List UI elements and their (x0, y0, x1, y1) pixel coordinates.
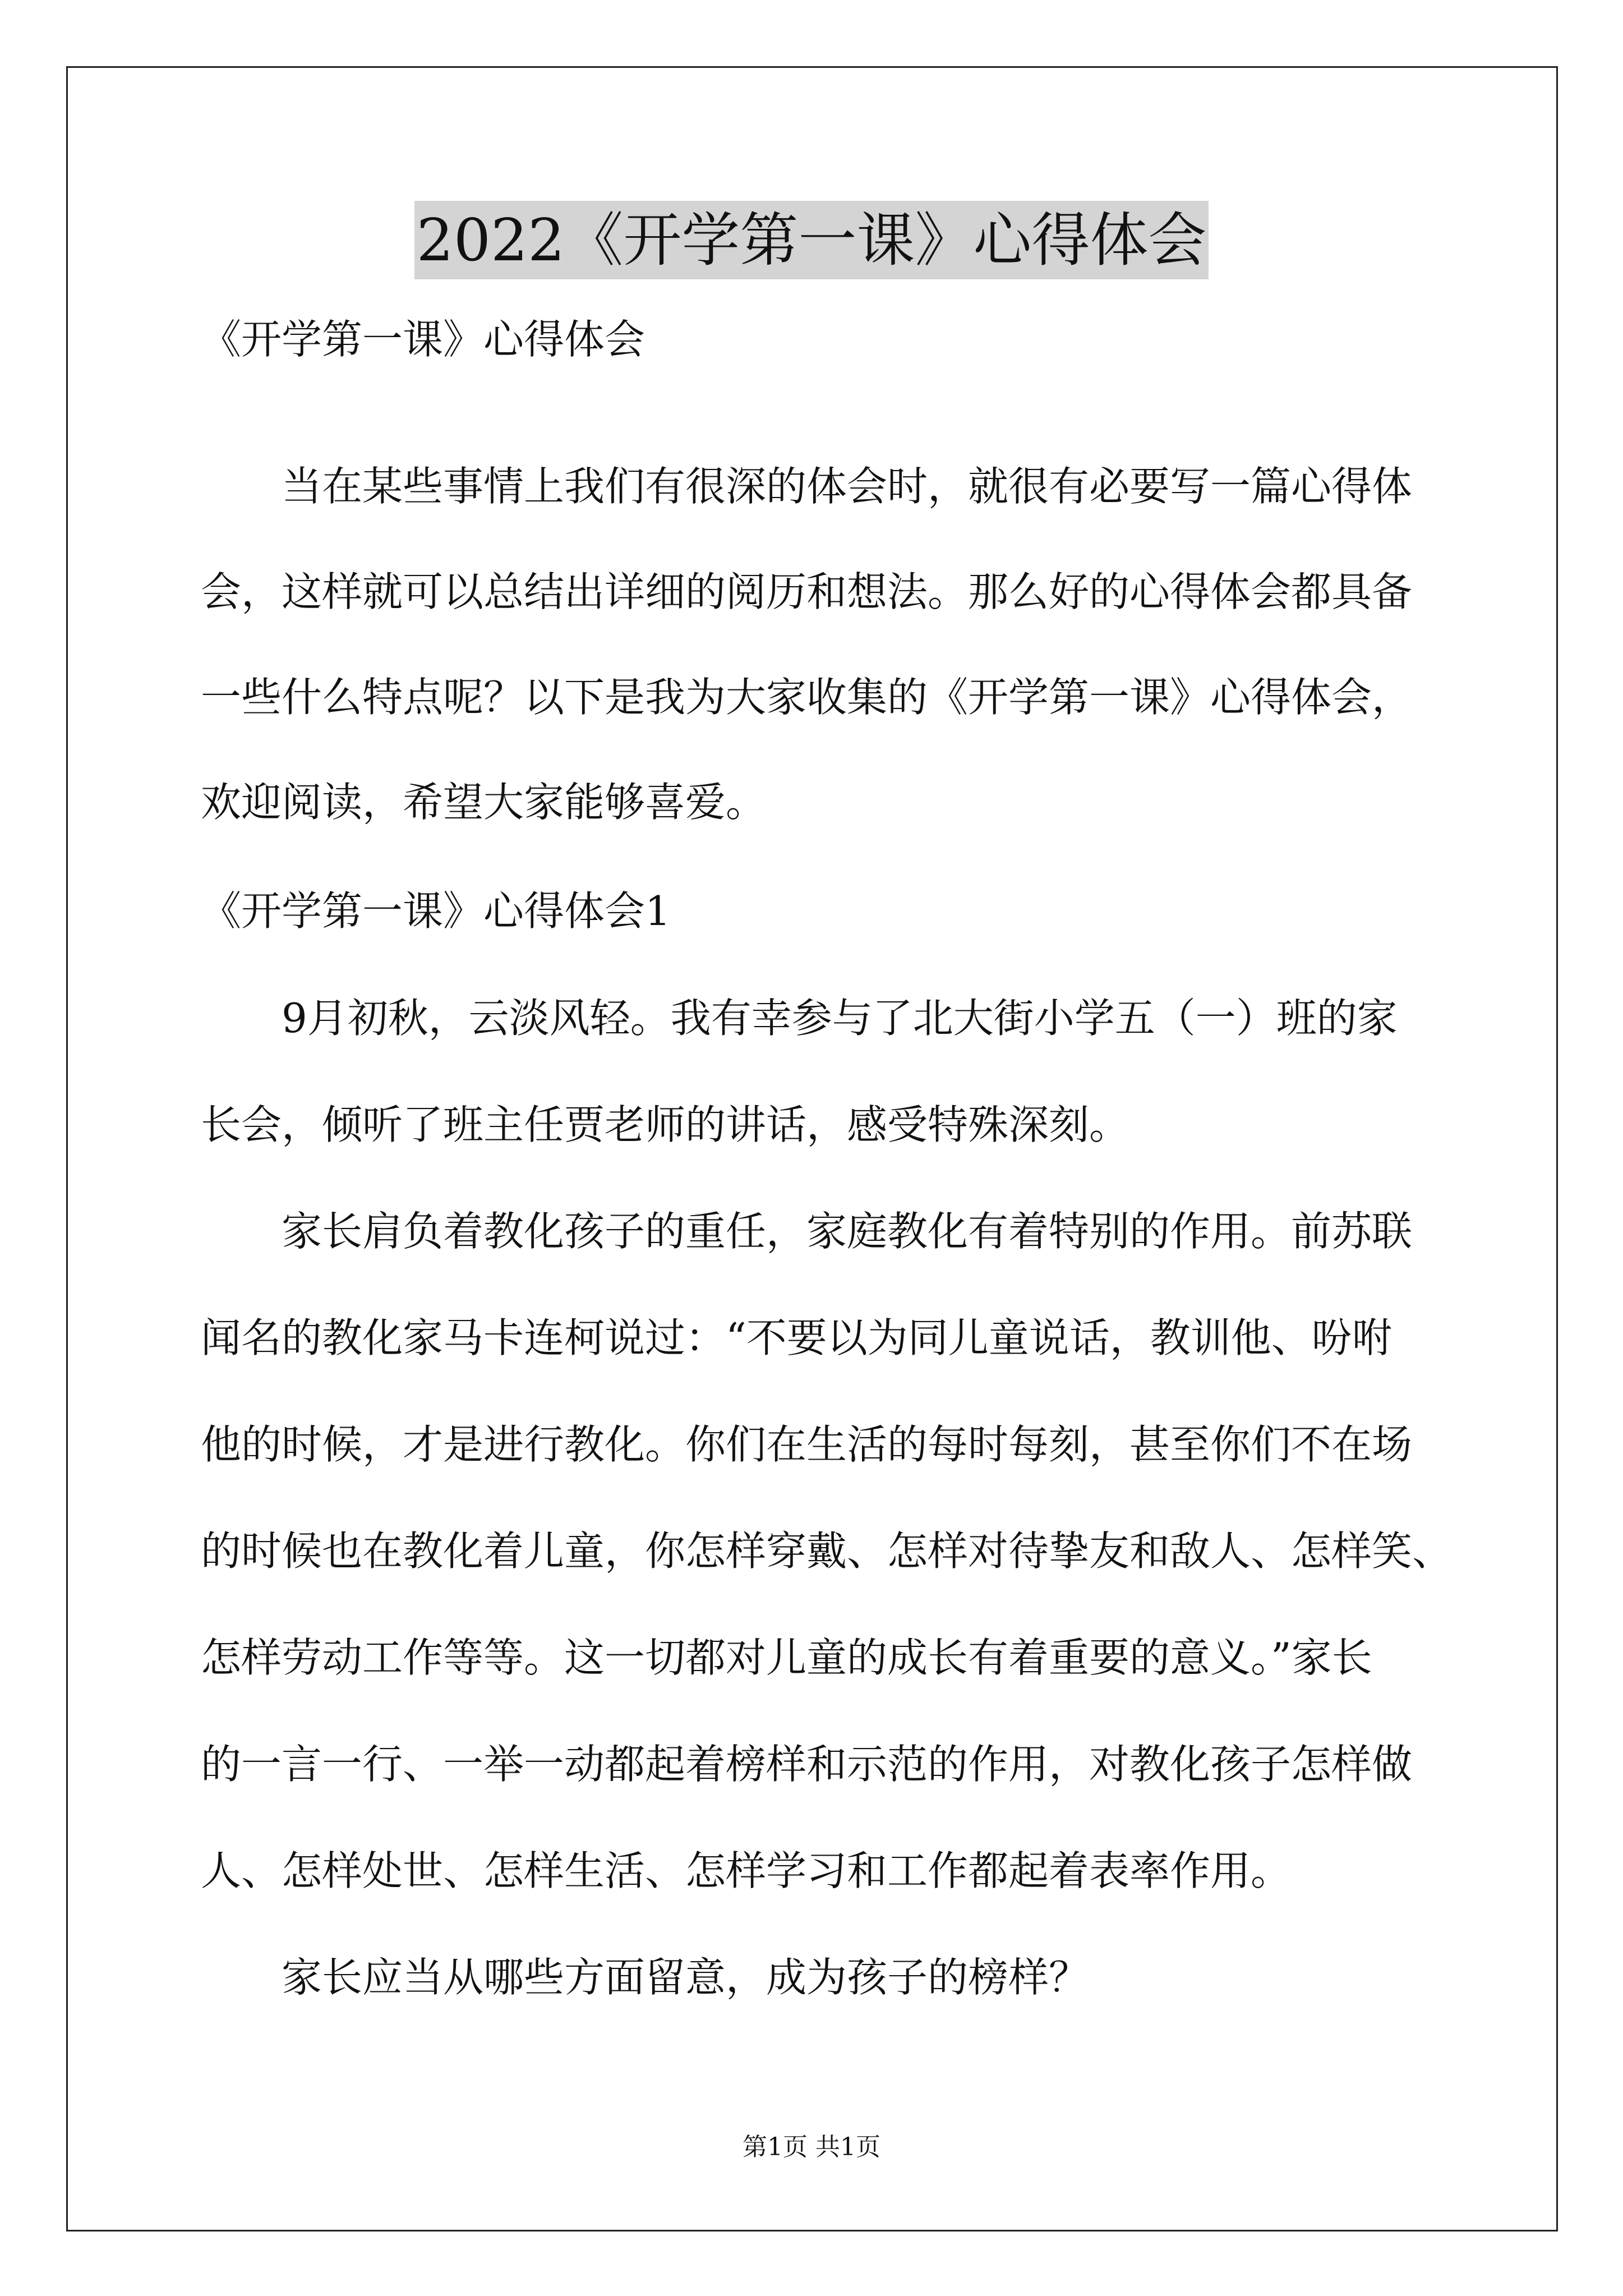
paragraph-line: 会，这样就可以总结出详细的阅历和想法。那么好的心得体会都具备 (201, 568, 1413, 615)
paragraph-line: 9月初秋，云淡风轻。我有幸参与了北大街小学五（一）班的家 (282, 995, 1398, 1042)
paragraph-line: 一些什么特点呢？以下是我为大家收集的《开学第一课》心得体会， (201, 674, 1413, 721)
title-container (0, 201, 1623, 279)
paragraph-line: 的时候也在教化着儿童，你怎样穿戴、怎样对待挚友和敌人、怎样笑、 (201, 1527, 1453, 1575)
paragraph-line: 家长肩负着教化孩子的重任，家庭教化有着特别的作用。前苏联 (282, 1208, 1413, 1255)
page-footer: 第1页 共1页 (743, 2133, 880, 2161)
paragraph-line: 他的时候，才是进行教化。你们在生活的每时每刻，甚至你们不在场 (201, 1421, 1413, 1468)
paragraph-line: 人、怎样处世、怎样生活、怎样学习和工作都起着表率作用。 (201, 1847, 1292, 1894)
paragraph-line: 家长应当从哪些方面留意，成为孩子的榜样？ (282, 1954, 1090, 2001)
document-title: 2022《开学第一课》心得体会 (414, 201, 1209, 279)
paragraph-line: 闻名的教化家马卡连柯说过：“不要以为同儿童说话，教训他、吩咐 (201, 1314, 1393, 1361)
paragraph-line: 怎样劳动工作等等。这一切都对儿童的成长有着重要的意义。”家长 (201, 1634, 1372, 1681)
paragraph-line: 欢迎阅读，希望大家能够喜爱。 (201, 779, 767, 826)
subtitle-heading: 《开学第一课》心得体会 (201, 316, 645, 363)
paragraph-line: 当在某些事情上我们有很深的体会时，就很有必要写一篇心得体 (282, 463, 1413, 510)
paragraph-line: 长会，倾听了班主任贾老师的讲话，感受特殊深刻。 (201, 1101, 1130, 1148)
section-heading: 《开学第一课》心得体会1 (201, 887, 671, 935)
paragraph-line: 的一言一行、一举一动都起着榜样和示范的作用，对教化孩子怎样做 (201, 1741, 1413, 1788)
